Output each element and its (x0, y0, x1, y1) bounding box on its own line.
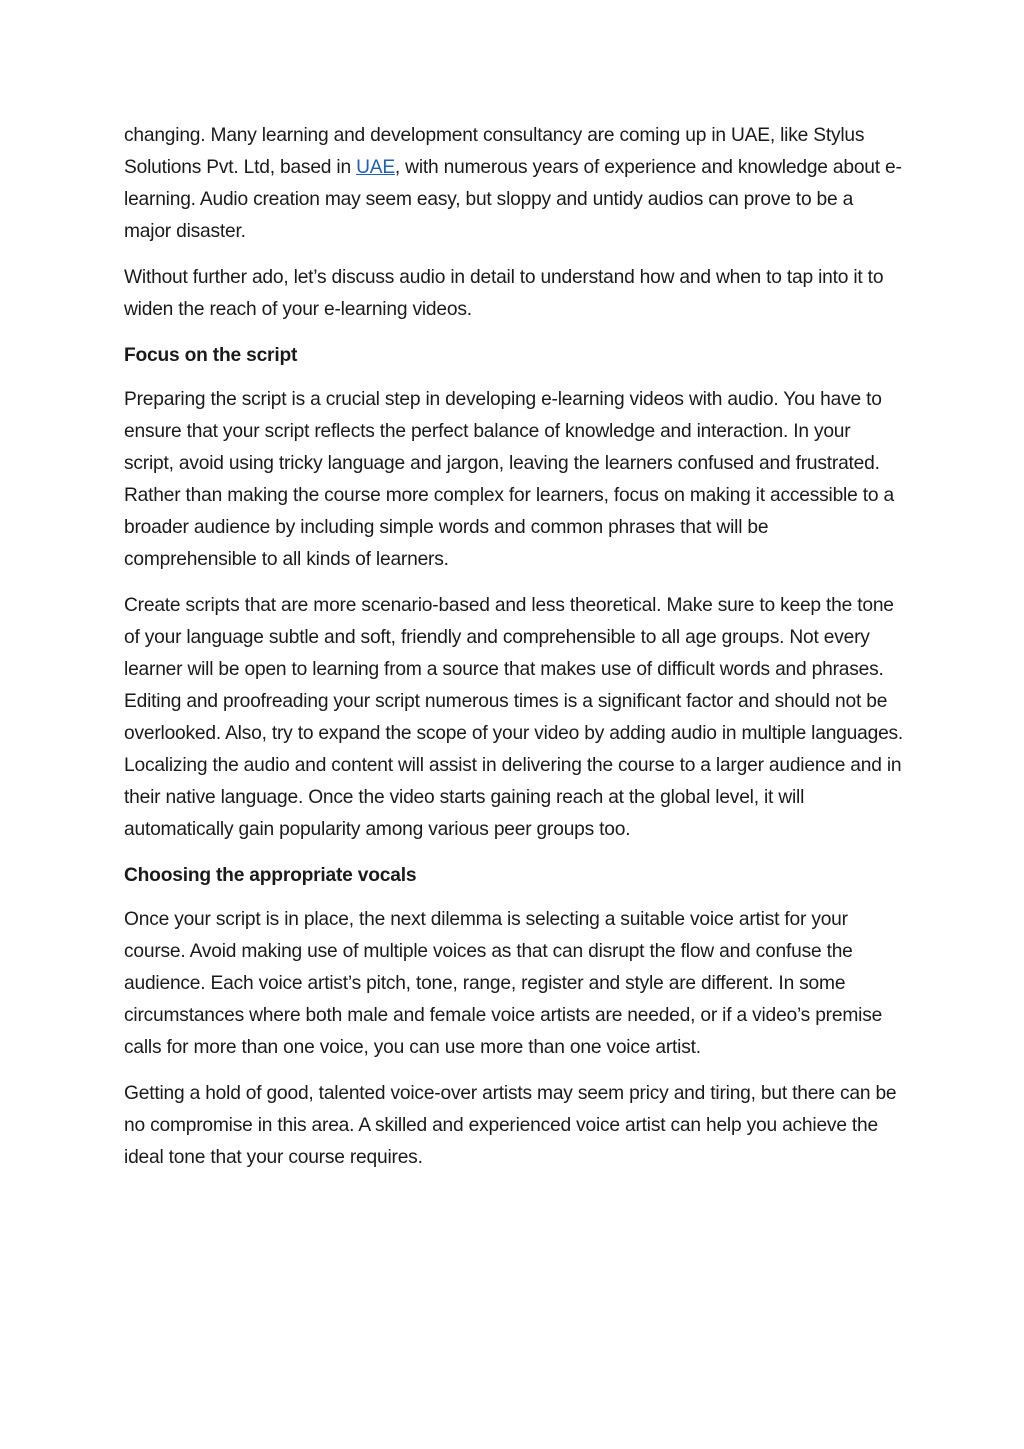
document-page (124, 120, 904, 1188)
paragraph-uae-text-before: changing. Many learning and development consultancy are coming up in UAE, like Stylus Solutions Pvt. Ltd, based in (124, 125, 865, 178)
paragraph-uae-text-after: , with numerous years of experience and knowledge about e-learning. Audio creation may seem easy, but sloppy and untidy audios can prove to be a major disaster. (124, 157, 902, 242)
heading-choosing-vocals: Choosing the appropriate vocals (124, 865, 417, 886)
paragraph-intro-audio: Without further ado, let’s discuss audio in detail to understand how and when to tap into it to widen the reach of your e-learning videos. (124, 267, 884, 320)
paragraph-uae-consultancy (124, 120, 904, 248)
paragraph-preparing-script: Preparing the script is a crucial step in developing e-learning videos with audio. You have to ensure that your script reflects the perfect balance of knowledge and interaction. In your script, avoid using tricky language and jargon, leaving the learners confused and frustrated. Rather than making the course more complex for learners, focus on making it accessible to a broader audience by including simple words and common phrases that will be comprehensible to all kinds of learners. (124, 389, 894, 570)
paragraph-talented-artists: Getting a hold of good, talented voice-over artists may seem pricy and tiring, but there can be no compromise in this area. A skilled and experienced voice artist can help you achieve the ideal tone that your course requires. (124, 1083, 897, 1168)
heading-focus-on-script: Focus on the script (124, 345, 298, 366)
uae-link[interactable]: UAE (356, 157, 395, 178)
paragraph-voice-artist: Once your script is in place, the next dilemma is selecting a suitable voice artist for your course. Avoid making use of multiple voices as that can disrupt the flow and confuse the audience. Each voice artist’s pitch, tone, range, register and style are different. In some circumstances where both male and female voice artists are needed, or if a video’s premise calls for more than one voice, you can use more than one voice artist. (124, 909, 883, 1058)
paragraph-create-scripts: Create scripts that are more scenario-based and less theoretical. Make sure to keep the tone of your language subtle and soft, friendly and comprehensible to all age groups. Not every learner will be open to learning from a source that makes use of difficult words and phrases. Editing and proofreading your script numerous times is a significant factor and should not be overlooked. Also, try to expand the scope of your video by adding audio in multiple languages. Localizing the audio and content will assist in delivering the course to a larger audience and in their native language. Once the video starts gaining reach at the global level, it will automatically gain popularity among various peer groups too. (124, 595, 904, 840)
